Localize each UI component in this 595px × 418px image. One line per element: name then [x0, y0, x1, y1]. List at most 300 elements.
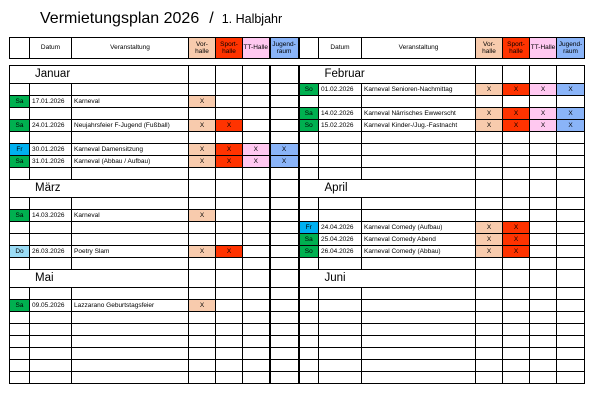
- empty-cell: [72, 372, 189, 384]
- empty-cell: [503, 210, 530, 222]
- empty-cell: [243, 222, 270, 234]
- empty-cell: [30, 234, 72, 246]
- empty-cell: [299, 324, 319, 336]
- booking-mark-cell: X: [557, 120, 585, 132]
- date-cell: 26.04.2026: [319, 246, 362, 258]
- empty-cell: [530, 372, 557, 384]
- weekday-cell: Fr: [299, 222, 319, 234]
- empty-cell: [476, 288, 503, 300]
- booking-mark-cell: X: [503, 222, 530, 234]
- empty-cell: [530, 156, 557, 168]
- empty-cell: [189, 348, 216, 360]
- empty-cell: [362, 144, 476, 156]
- month-title-januar: Januar: [10, 66, 189, 84]
- empty-cell: [476, 360, 503, 372]
- empty-cell: [10, 372, 30, 384]
- empty-cell: [10, 258, 30, 270]
- empty-cell: [299, 168, 319, 180]
- booking-mark-cell: [270, 246, 299, 258]
- table-row: [10, 120, 585, 132]
- empty-cell: [10, 198, 30, 210]
- room-cell: [189, 270, 216, 288]
- empty-cell: [319, 348, 362, 360]
- header-sporthalle-right: Sport- halle: [503, 38, 530, 59]
- empty-cell: [319, 96, 362, 108]
- booking-mark-cell: X: [530, 120, 557, 132]
- event-name-cell: Karneval Senioren-Nachmittag: [362, 84, 476, 96]
- empty-cell: [72, 198, 189, 210]
- empty-cell: [476, 372, 503, 384]
- header-date-left: Datum: [30, 38, 72, 59]
- room-cell: [503, 66, 530, 84]
- empty-cell: [243, 372, 270, 384]
- empty-cell: [362, 348, 476, 360]
- empty-cell: [476, 96, 503, 108]
- empty-cell: [189, 258, 216, 270]
- spacer-cell: [72, 59, 189, 66]
- empty-cell: [216, 168, 243, 180]
- weekday-cell: So: [299, 84, 319, 96]
- room-cell: [189, 180, 216, 198]
- empty-cell: [10, 84, 30, 96]
- booking-mark-cell: X: [189, 156, 216, 168]
- booking-mark-cell: [557, 246, 585, 258]
- booking-mark-cell: X: [476, 84, 503, 96]
- table-row: [10, 372, 585, 384]
- empty-cell: [270, 108, 299, 120]
- empty-cell: [319, 168, 362, 180]
- empty-cell: [503, 360, 530, 372]
- empty-cell: [299, 258, 319, 270]
- empty-cell: [10, 348, 30, 360]
- empty-cell: [319, 336, 362, 348]
- empty-cell: [72, 258, 189, 270]
- empty-cell: [10, 312, 30, 324]
- room-cell: [530, 270, 557, 288]
- header-day-right: [299, 38, 319, 59]
- title-separator: /: [209, 10, 214, 27]
- empty-cell: [72, 324, 189, 336]
- header-event-right: Veranstaltung: [362, 38, 476, 59]
- event-name-cell: Karneval (Abbau / Aufbau): [72, 156, 189, 168]
- date-cell: 24.04.2026: [319, 222, 362, 234]
- empty-cell: [270, 132, 299, 144]
- empty-cell: [476, 336, 503, 348]
- booking-mark-cell: X: [270, 156, 299, 168]
- room-cell: [243, 270, 270, 288]
- booking-mark-cell: [530, 234, 557, 246]
- empty-cell: [319, 312, 362, 324]
- table-row: [10, 156, 585, 168]
- empty-cell: [476, 324, 503, 336]
- date-cell: 24.01.2026: [30, 120, 72, 132]
- booking-mark-cell: [270, 210, 299, 222]
- empty-cell: [30, 360, 72, 372]
- empty-cell: [476, 258, 503, 270]
- empty-cell: [189, 84, 216, 96]
- spacer-cell: [476, 59, 503, 66]
- header-sporthalle-left: Sport- halle: [216, 38, 243, 59]
- empty-cell: [319, 258, 362, 270]
- event-name-cell: Karneval Närrisches Ewwerscht: [362, 108, 476, 120]
- room-cell: [503, 270, 530, 288]
- empty-cell: [72, 360, 189, 372]
- date-cell: 14.02.2026: [319, 108, 362, 120]
- empty-cell: [319, 324, 362, 336]
- empty-cell: [10, 234, 30, 246]
- room-cell: [216, 180, 243, 198]
- empty-cell: [243, 258, 270, 270]
- empty-cell: [557, 348, 585, 360]
- empty-cell: [362, 168, 476, 180]
- empty-cell: [270, 312, 299, 324]
- empty-cell: [189, 372, 216, 384]
- booking-mark-cell: X: [557, 84, 585, 96]
- empty-cell: [362, 360, 476, 372]
- spacer-cell: [30, 59, 72, 66]
- empty-cell: [216, 84, 243, 96]
- event-name-cell: Karneval Kinder-/Jug.-Fastnacht: [362, 120, 476, 132]
- booking-mark-cell: X: [189, 96, 216, 108]
- empty-cell: [189, 198, 216, 210]
- table-row: [10, 360, 585, 372]
- empty-cell: [503, 258, 530, 270]
- empty-cell: [557, 336, 585, 348]
- empty-cell: [476, 198, 503, 210]
- weekday-cell: So: [299, 120, 319, 132]
- month-title-juni: Juni: [299, 270, 476, 288]
- empty-cell: [189, 222, 216, 234]
- empty-cell: [557, 360, 585, 372]
- event-name-cell: Neujahrsfeier F-Jugend (Fußball): [72, 120, 189, 132]
- booking-mark-cell: [216, 210, 243, 222]
- table-row: [10, 258, 585, 270]
- header-day-left: [10, 38, 30, 59]
- table-row: [10, 312, 585, 324]
- event-name-cell: Lazzarano Geburtstagsfeier: [72, 300, 189, 312]
- spacer-cell: [270, 59, 299, 66]
- empty-cell: [557, 210, 585, 222]
- date-cell: 31.01.2026: [30, 156, 72, 168]
- empty-cell: [299, 210, 319, 222]
- empty-cell: [216, 108, 243, 120]
- empty-cell: [243, 168, 270, 180]
- booking-mark-cell: X: [503, 120, 530, 132]
- empty-cell: [299, 198, 319, 210]
- room-cell: [189, 66, 216, 84]
- rental-plan-table: [9, 37, 585, 384]
- empty-cell: [30, 312, 72, 324]
- title-text: Vermietungsplan 2026: [40, 10, 200, 27]
- table-row: [10, 132, 585, 144]
- booking-mark-cell: X: [216, 120, 243, 132]
- booking-mark-cell: X: [189, 246, 216, 258]
- empty-cell: [72, 222, 189, 234]
- event-name-cell: Karneval Comedy (Aufbau): [362, 222, 476, 234]
- empty-cell: [319, 300, 362, 312]
- room-cell: [557, 180, 585, 198]
- empty-cell: [216, 360, 243, 372]
- empty-cell: [362, 132, 476, 144]
- booking-mark-cell: [216, 300, 243, 312]
- empty-cell: [189, 168, 216, 180]
- room-cell: [476, 270, 503, 288]
- spacer-cell: [319, 59, 362, 66]
- date-cell: 09.05.2026: [30, 300, 72, 312]
- header-tthalle-right: TT-Halle: [530, 38, 557, 59]
- empty-cell: [557, 288, 585, 300]
- empty-cell: [557, 312, 585, 324]
- room-cell: [530, 66, 557, 84]
- weekday-cell: Sa: [299, 108, 319, 120]
- empty-cell: [476, 312, 503, 324]
- empty-cell: [503, 96, 530, 108]
- booking-mark-cell: [216, 96, 243, 108]
- empty-cell: [362, 96, 476, 108]
- empty-cell: [72, 288, 189, 300]
- empty-cell: [319, 156, 362, 168]
- booking-mark-cell: X: [216, 156, 243, 168]
- table-row: [10, 96, 585, 108]
- event-name-cell: Karneval: [72, 210, 189, 222]
- empty-cell: [243, 198, 270, 210]
- weekday-cell: Sa: [10, 96, 30, 108]
- empty-cell: [30, 324, 72, 336]
- room-cell: [476, 66, 503, 84]
- empty-cell: [299, 144, 319, 156]
- empty-cell: [189, 288, 216, 300]
- table-row: [10, 84, 585, 96]
- table-row: [10, 270, 585, 288]
- empty-cell: [362, 198, 476, 210]
- empty-cell: [557, 372, 585, 384]
- empty-cell: [30, 222, 72, 234]
- table-row: [10, 348, 585, 360]
- weekday-cell: Do: [10, 246, 30, 258]
- empty-cell: [30, 258, 72, 270]
- header-tthalle-left: TT-Halle: [243, 38, 270, 59]
- empty-cell: [299, 288, 319, 300]
- weekday-cell: Sa: [10, 300, 30, 312]
- booking-mark-cell: X: [503, 84, 530, 96]
- booking-mark-cell: X: [530, 84, 557, 96]
- table-row: [10, 59, 585, 66]
- weekday-cell: Sa: [10, 210, 30, 222]
- header-date-right: Datum: [319, 38, 362, 59]
- empty-cell: [299, 348, 319, 360]
- booking-mark-cell: [270, 300, 299, 312]
- empty-cell: [476, 300, 503, 312]
- empty-cell: [530, 288, 557, 300]
- booking-mark-cell: X: [189, 210, 216, 222]
- empty-cell: [476, 168, 503, 180]
- empty-cell: [530, 144, 557, 156]
- empty-cell: [10, 132, 30, 144]
- booking-mark-cell: X: [243, 156, 270, 168]
- empty-cell: [216, 198, 243, 210]
- empty-cell: [503, 198, 530, 210]
- event-name-cell: Karneval Comedy (Abbau): [362, 246, 476, 258]
- empty-cell: [503, 300, 530, 312]
- empty-cell: [10, 168, 30, 180]
- empty-cell: [503, 156, 530, 168]
- date-cell: 26.03.2026: [30, 246, 72, 258]
- empty-cell: [530, 360, 557, 372]
- empty-cell: [243, 84, 270, 96]
- booking-mark-cell: X: [189, 144, 216, 156]
- booking-mark-cell: [243, 120, 270, 132]
- empty-cell: [557, 144, 585, 156]
- empty-cell: [476, 210, 503, 222]
- room-cell: [476, 180, 503, 198]
- empty-cell: [216, 258, 243, 270]
- spacer-cell: [299, 59, 319, 66]
- room-cell: [557, 270, 585, 288]
- booking-mark-cell: X: [503, 234, 530, 246]
- empty-cell: [557, 96, 585, 108]
- empty-cell: [10, 288, 30, 300]
- spacer-cell: [362, 59, 476, 66]
- empty-cell: [30, 372, 72, 384]
- empty-cell: [216, 348, 243, 360]
- booking-mark-cell: X: [557, 108, 585, 120]
- empty-cell: [362, 300, 476, 312]
- booking-mark-cell: [243, 300, 270, 312]
- empty-cell: [270, 348, 299, 360]
- table-row: [10, 66, 585, 84]
- spacer-cell: [503, 59, 530, 66]
- booking-mark-cell: [557, 234, 585, 246]
- booking-mark-cell: [530, 222, 557, 234]
- room-cell: [216, 270, 243, 288]
- empty-cell: [319, 210, 362, 222]
- empty-cell: [270, 84, 299, 96]
- empty-cell: [10, 222, 30, 234]
- booking-mark-cell: [270, 96, 299, 108]
- spacer-cell: [216, 59, 243, 66]
- booking-mark-cell: X: [189, 300, 216, 312]
- weekday-cell: So: [299, 246, 319, 258]
- empty-cell: [530, 312, 557, 324]
- room-cell: [243, 180, 270, 198]
- empty-cell: [270, 234, 299, 246]
- empty-cell: [72, 336, 189, 348]
- empty-cell: [270, 222, 299, 234]
- date-cell: 17.01.2026: [30, 96, 72, 108]
- empty-cell: [299, 132, 319, 144]
- empty-cell: [10, 336, 30, 348]
- empty-cell: [243, 324, 270, 336]
- empty-cell: [30, 132, 72, 144]
- empty-cell: [72, 168, 189, 180]
- empty-cell: [503, 312, 530, 324]
- table-row: [10, 210, 585, 222]
- booking-mark-cell: X: [476, 120, 503, 132]
- spacer-cell: [243, 59, 270, 66]
- empty-cell: [362, 324, 476, 336]
- empty-cell: [362, 372, 476, 384]
- table-row: [10, 300, 585, 312]
- spacer-cell: [530, 59, 557, 66]
- event-name-cell: Karneval Comedy Abend: [362, 234, 476, 246]
- empty-cell: [362, 288, 476, 300]
- empty-cell: [299, 336, 319, 348]
- empty-cell: [189, 360, 216, 372]
- empty-cell: [270, 198, 299, 210]
- empty-cell: [503, 324, 530, 336]
- booking-mark-cell: [243, 96, 270, 108]
- table-row: [10, 336, 585, 348]
- empty-cell: [10, 324, 30, 336]
- empty-cell: [189, 324, 216, 336]
- empty-cell: [362, 312, 476, 324]
- empty-cell: [299, 156, 319, 168]
- room-cell: [270, 180, 299, 198]
- booking-mark-cell: X: [476, 108, 503, 120]
- page-title: [40, 10, 282, 28]
- empty-cell: [530, 132, 557, 144]
- empty-cell: [10, 108, 30, 120]
- spacer-cell: [10, 59, 30, 66]
- empty-cell: [189, 234, 216, 246]
- empty-cell: [243, 360, 270, 372]
- empty-cell: [72, 312, 189, 324]
- empty-cell: [362, 210, 476, 222]
- table-row: [10, 198, 585, 210]
- empty-cell: [30, 168, 72, 180]
- empty-cell: [530, 198, 557, 210]
- empty-cell: [72, 132, 189, 144]
- booking-mark-cell: X: [476, 234, 503, 246]
- booking-mark-cell: X: [503, 108, 530, 120]
- empty-cell: [216, 312, 243, 324]
- empty-cell: [10, 360, 30, 372]
- header-vorhalle-right: Vor- halle: [476, 38, 503, 59]
- date-cell: 30.01.2026: [30, 144, 72, 156]
- empty-cell: [30, 198, 72, 210]
- empty-cell: [189, 336, 216, 348]
- empty-cell: [30, 84, 72, 96]
- booking-mark-cell: X: [503, 246, 530, 258]
- empty-cell: [319, 144, 362, 156]
- empty-cell: [189, 108, 216, 120]
- empty-cell: [362, 156, 476, 168]
- empty-cell: [216, 324, 243, 336]
- booking-mark-cell: X: [476, 222, 503, 234]
- booking-mark-cell: [270, 120, 299, 132]
- room-cell: [557, 66, 585, 84]
- empty-cell: [299, 96, 319, 108]
- booking-mark-cell: X: [476, 246, 503, 258]
- weekday-cell: Sa: [299, 234, 319, 246]
- empty-cell: [270, 360, 299, 372]
- table-row: [10, 246, 585, 258]
- spacer-cell: [189, 59, 216, 66]
- month-title-februar: Februar: [299, 66, 476, 84]
- empty-cell: [216, 222, 243, 234]
- empty-cell: [476, 144, 503, 156]
- booking-mark-cell: X: [216, 246, 243, 258]
- empty-cell: [30, 288, 72, 300]
- empty-cell: [530, 168, 557, 180]
- room-cell: [243, 66, 270, 84]
- booking-mark-cell: X: [530, 108, 557, 120]
- empty-cell: [243, 348, 270, 360]
- table-row: [10, 222, 585, 234]
- header-event-left: Veranstaltung: [72, 38, 189, 59]
- empty-cell: [270, 168, 299, 180]
- date-cell: 25.04.2026: [319, 234, 362, 246]
